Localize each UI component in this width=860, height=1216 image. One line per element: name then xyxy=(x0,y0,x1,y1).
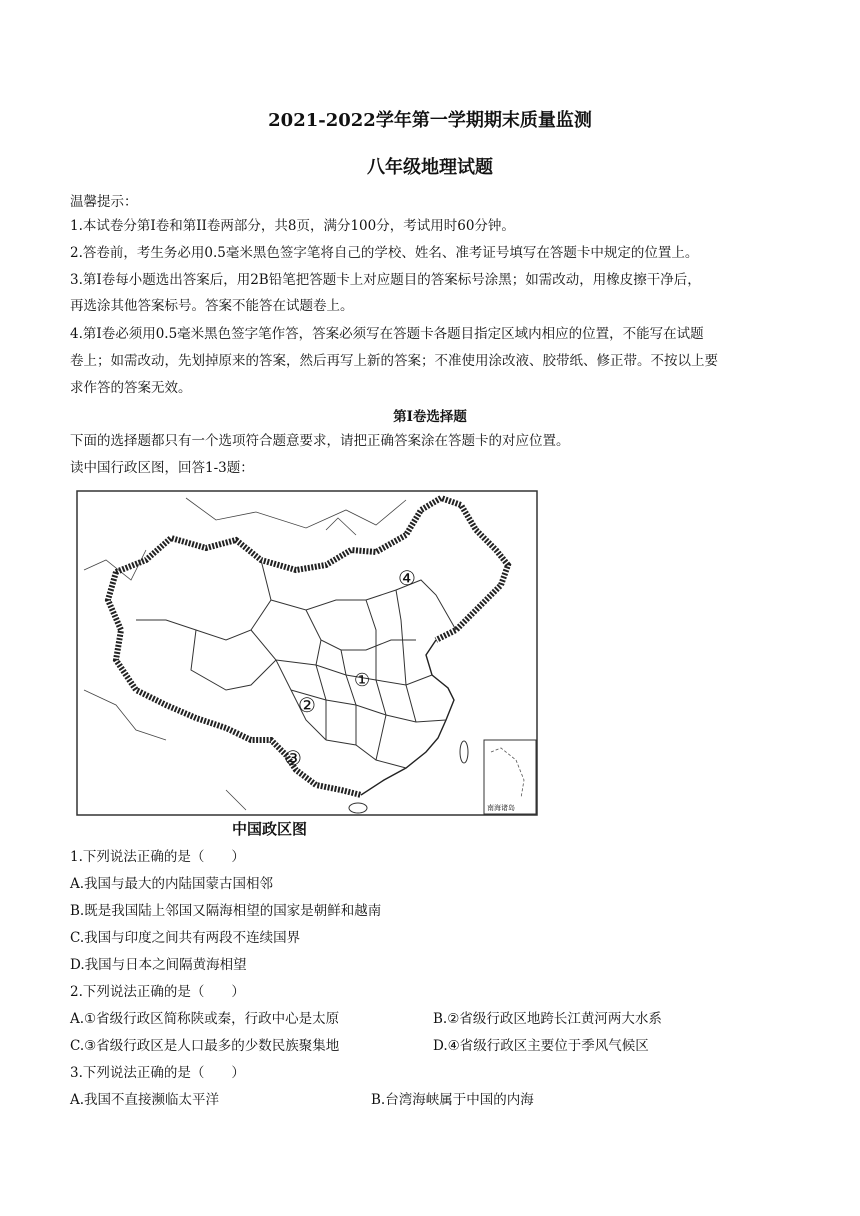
q2-option-a: A.①省级行政区简称陕或秦，行政中心是太原 xyxy=(70,1011,340,1027)
q1-option-d: D.我国与日本之间隔黄海相望 xyxy=(70,957,247,973)
q1-stem: 1.下列说法正确的是（ ） xyxy=(70,849,245,865)
china-map xyxy=(76,490,538,816)
notice-item: 4.第Ⅰ卷必须用0.5毫米黑色签字笔作答，答案必须写在答题卡各题目指定区域内相应的位置，不能写在试题 xyxy=(70,326,704,342)
notice-item: 卷上；如需改动，先划掉原来的答案，然后再写上新的答案；不准使用涂改液、胶带纸、修正带。不按以上要 xyxy=(70,353,718,369)
q1-option-a: A.我国与最大的内陆国蒙古国相邻 xyxy=(70,876,274,892)
q3-stem: 3.下列说法正确的是（ ） xyxy=(70,1065,245,1081)
notice-heading: 温馨提示： xyxy=(70,194,138,210)
q2-stem: 2.下列说法正确的是（ ） xyxy=(70,984,245,1000)
q1-option-b: B.既是我国陆上邻国又隔海相望的国家是朝鲜和越南 xyxy=(70,903,382,919)
notice-item: 再选涂其他答案标号。答案不能答在试题卷上。 xyxy=(70,298,354,314)
notice-item: 3.第Ⅰ卷每小题选出答案后，用2B铅笔把答题卡上对应题目的答案标号涂黑；如需改动，用橡皮擦干净后， xyxy=(70,272,701,288)
section-title: 第Ⅰ卷选择题 xyxy=(393,409,467,425)
marker-4: ④ xyxy=(398,566,416,590)
marker-2: ② xyxy=(298,693,316,717)
notice-item: 2.答卷前，考生务必用0.5毫米黑色签字笔将自己的学校、姓名、准考证号填写在答题卡中规定的位置上。 xyxy=(70,245,699,261)
marker-1: ① xyxy=(354,670,371,691)
notice-item: 求作答的答案无效。 xyxy=(70,380,192,396)
inset-label: 南海诸岛 xyxy=(487,804,515,812)
q3-option-b: B.台湾海峡属于中国的内海 xyxy=(371,1092,534,1108)
q2-option-d: D.④省级行政区主要位于季风气候区 xyxy=(433,1038,649,1054)
section-instruction: 下面的选择题都只有一个选项符合题意要求，请把正确答案涂在答题卡的对应位置。 xyxy=(70,433,570,449)
q2-option-c: C.③省级行政区是人口最多的少数民族聚集地 xyxy=(70,1038,340,1054)
exam-subtitle: 八年级地理试题 xyxy=(367,157,493,178)
map-caption: 中国政区图 xyxy=(232,820,308,838)
exam-title: 2021-2022学年第一学期期末质量监测 xyxy=(268,110,592,131)
q3-option-a: A.我国不直接濒临太平洋 xyxy=(70,1092,220,1108)
question-lead: 读中国行政区图，回答1-3题： xyxy=(70,460,254,476)
q2-option-b: B.②省级行政区地跨长江黄河两大水系 xyxy=(433,1011,662,1027)
notice-item: 1.本试卷分第Ⅰ卷和第II卷两部分，共8页，满分100分，考试用时60分钟。 xyxy=(70,218,515,234)
marker-3: ③ xyxy=(284,746,302,770)
q1-option-c: C.我国与印度之间共有两段不连续国界 xyxy=(70,930,301,946)
